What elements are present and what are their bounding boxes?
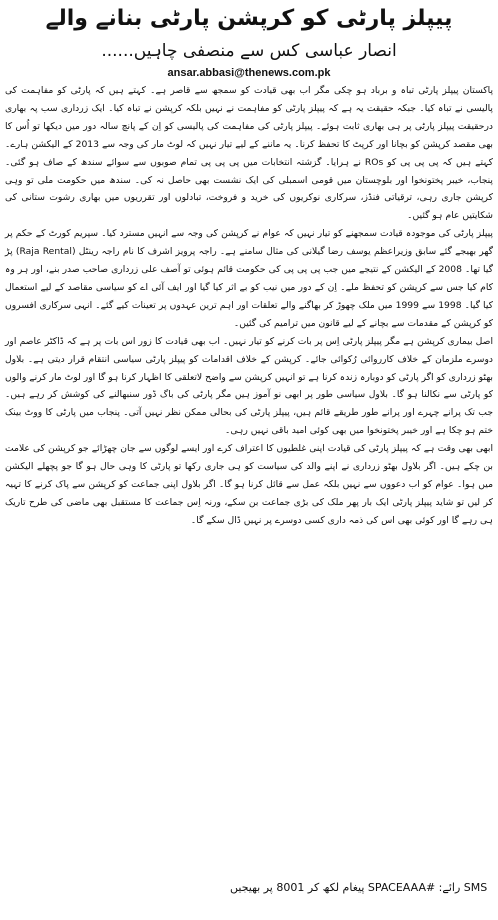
article-body bbox=[4, 82, 494, 530]
sms-feedback-line: SMS رائے: #SPACEAAA پیغام لکھ کر 8001 پر بھیجیں bbox=[230, 881, 488, 894]
author-name: انصار عباسی bbox=[304, 41, 397, 61]
article-paragraph: ابھی بھی وقت ہے کہ پیپلز پارٹی کی قیادت اپنی غلطیوں کا اعتراف کرے اور ایسے لوگوں سے جان چھڑائے جو کرپشن کی علامت بن چکے ہیں۔ اگر بلاول بھٹو زرداری نے اپنے والد کی سیاست کو ہی جاری رکھا تو پارٹی کا وہی حال ہو گا جو پچھلے الیکشن میں ہوا۔ عوام کو اب دعووں سے نہیں بلکہ عمل سے قائل کرنا ہو گا۔ اگر بلاول اپنی جماعت کو کرپشن سے پاک کرنے کا تہیہ کر لیں تو شاید پیپلز پارٹی ایک بار پھر ملک کی بڑی جماعت بن سکے، ورنہ اِس جماعت کا مستقبل بھی ماضی کی طرح تاریک ہی رہے گا اور کوئی بھی اس کی ذمہ داری کسی دوسرے پر نہیں ڈال سکے گا۔ bbox=[5, 443, 493, 526]
article-column bbox=[4, 0, 494, 920]
article-paragraph: پاکستان پیپلز پارٹی تباہ و برباد ہو چکی مگر اب بھی قیادت کو سمجھ سے قاصر ہے۔ کہتے ہیں کہ پارٹی کو مفاہمت کی پالیسی نے تباہ کیا۔ جبکہ حقیقت یہ ہے کہ پیپلز پارٹی کو مفاہمت نے نہیں بلکہ کرپشن نے تباہ کیا۔ ایک زرداری سب پہ بھاری درحقیقت پیپلز پارٹی پر ہی بھاری ثابت ہوئے۔ پیپلز پارٹی کی مفاہمت کی پالیسی کو اِن کے پانچ سالہ دور میں دیکھا تو اُس کا بھی مقصد کرپشن کو بچانا اور کرپٹ کا تحفظ کرنا۔ یہ ماننے کے لیے تیار نہیں کہ لوٹ مار کی وجہ سے 2013 کے الیکشن ہارے۔ کہتے ہیں کہ پی پی پی کو ROs نے ہرایا۔ گزشتہ انتخابات میں پی پی پی تمام صوبوں سے سوائے سندھ کے صاف ہو گئی۔ پنجاب، خیبر پختونخوا اور بلوچستان میں قومی اسمبلی کی ایک نشست بھی حاصل نہ کی۔ سندھ میں حکومت ملی تو وہی کرپشن جاری رہی، ترقیاتی فنڈز، سرکاری نوکریوں کی خرید و فروخت، تبادلوں اور تقرریوں میں بھاری رشوت ستانی کی شکایتیں عام ہو گئیں۔ bbox=[5, 85, 493, 222]
author-email: ansar.abbasi@thenews.com.pk bbox=[167, 67, 331, 79]
byline bbox=[4, 38, 494, 64]
article-paragraph: پیپلز پارٹی کی موجودہ قیادت سمجھنے کو تیار نہیں کہ عوام نے کرپشن کی وجہ سے انہیں مسترد کیا۔ سپریم کورٹ کے حکم پر گھر بھیجے گئے سابق وزیراعظم یوسف رضا گیلانی کی مثال سامنے ہے۔ راجہ پرویز اشرف کا نام راجہ رینٹل (Raja Rental) پڑ گیا تھا۔ 2008 کے الیکشن کے نتیجے میں جب پی پی پی کی حکومت قائم ہوئی تو آصف علی زرداری صاحب صدر بنے، اور ہر وہ کام کیا جس سے کرپشن کو تحفظ ملے۔ اِن کے دور میں نیب کو بے اثر کیا گیا اور ایف آئی اے کو سیاسی مقاصد کے لیے استعمال کیا گیا۔ 1998 سے 1999 میں ملک چھوڑ کر بھاگنے والے تعلقات اور اہم ترین عہدوں پر تعینات کیے گئے۔ انہی سرکاری افسروں کو کرپشن کے مقدمات سے بچانے کے لیے قانون میں ترامیم کی گئیں۔ bbox=[5, 228, 494, 329]
column-subtitle: کس سے منصفی چاہیں...... bbox=[101, 41, 300, 61]
article-paragraph: اصل بیماری کرپشن ہے مگر پیپلز پارٹی اِس پر بات کرنے کو تیار نہیں۔ اب بھی قیادت کا زور اس بات پر ہے کہ ڈاکٹر عاصم اور دوسرے ملزمان کے خلاف کارروائی رُکوائی جائے۔ کرپشن کے خلاف اقدامات کو پیپلز پارٹی سیاسی انتقام قرار دیتی ہے۔ بلاول بھٹو زرداری کو اگر پارٹی کو دوبارہ زندہ کرنا ہے تو انہیں کرپشن سے واضح لاتعلقی کا اظہار کرنا ہو گا اور لوٹ مار کرنے والوں کو پارٹی سے نکالنا ہو گا۔ بلاول سیاسی طور پر ابھی نو آموز ہیں مگر پارٹی کی باگ ڈور سنبھالنے کی کوشش کر رہے ہیں۔ جب تک پرانے چہرے اور پرانے طور طریقے قائم ہیں، پیپلز پارٹی کی بحالی ممکن نظر نہیں آتی۔ پنجاب میں پارٹی کا ووٹ بینک ختم ہو چکا ہے اور خیبر پختونخوا میں بھی کوئی امید باقی نہیں رہی۔ bbox=[5, 335, 493, 437]
article-headline: پیپلز پارٹی کو کرپشن پارٹی بنانے والے bbox=[45, 6, 453, 31]
